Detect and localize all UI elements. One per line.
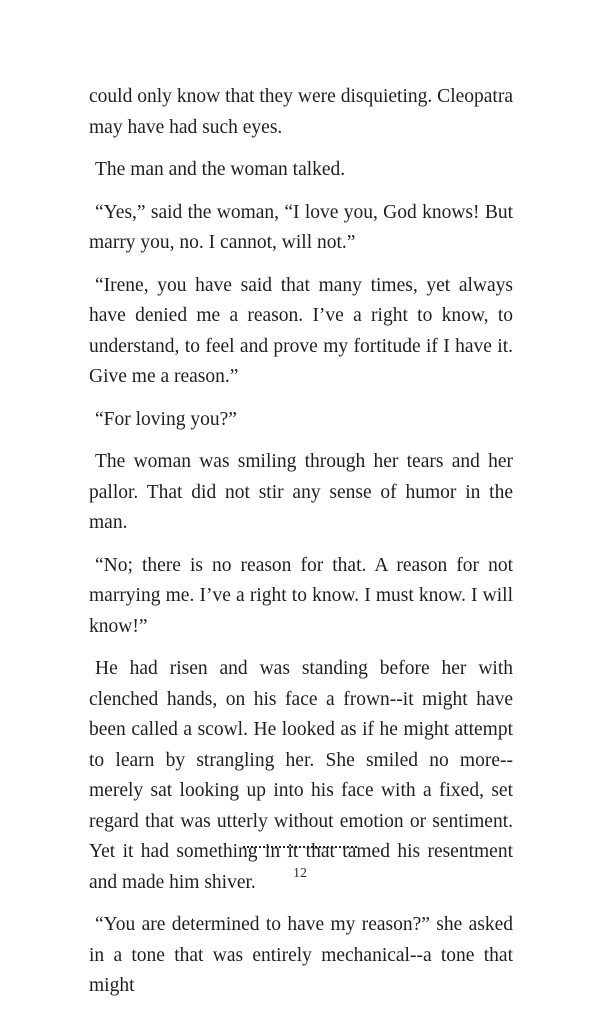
footer-dotted-divider <box>243 846 357 848</box>
paragraph: The man and the woman talked. <box>95 159 346 180</box>
paragraph: “No; there is no reason for that. A reason for not marrying me. I’ve a right to know. I must know. I will know!” <box>89 554 513 637</box>
paragraph: could only know that they were disquieting. Cleopatra may have had such eyes. <box>89 86 513 138</box>
page-number: 12 <box>293 866 307 881</box>
paragraph: “You are determined to have my reason?” she asked in a tone that was entirely mechanical--a tone that might <box>89 914 513 996</box>
paragraph: “For loving you?” <box>95 408 237 430</box>
paragraph: He had risen and was standing before her with clenched hands, on his face a frown--it might have been called a scowl. He looked as if he might attempt to learn by strangling her. She smiled no more--merely sat looking up into his face with a fixed, set regard that was utterly without emotion or sentiment. Yet it had something in it that tamed his resentment and made him shiver. <box>89 658 513 893</box>
paragraph: “Yes,” said the woman, “I love you, God knows! But marry you, no. I cannot, will not.” <box>89 201 513 253</box>
paragraph: The woman was smiling through her tears and her pallor. That did not stir any sense of humor in the man. <box>89 451 513 533</box>
paragraph: “Irene, you have said that many times, yet always have denied me a reason. I’ve a right to know, to understand, to feel and prove my fortitude if I have it. Give me a reason.” <box>89 274 513 387</box>
